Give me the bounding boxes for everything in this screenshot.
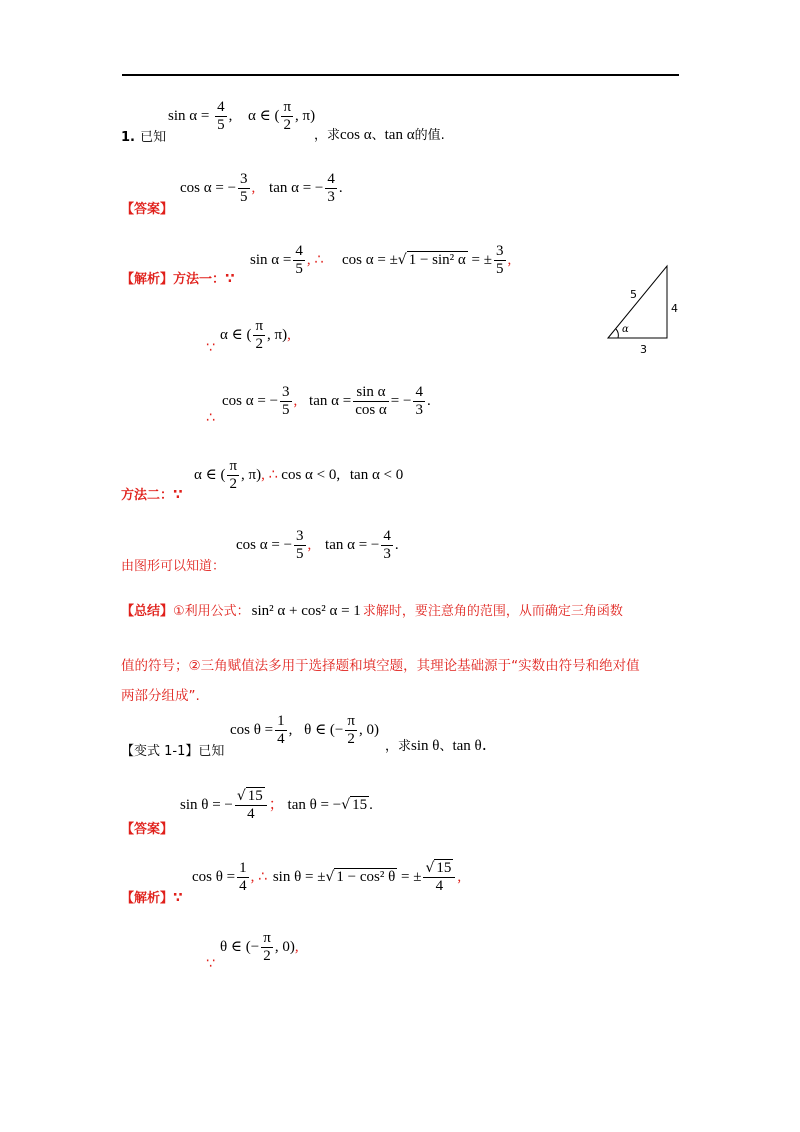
therefore-symbol: ∴ [268,466,278,483]
therefore-symbol: ∴ [314,251,324,268]
fraction: $\frac{\pi}{2}$ [263,930,271,964]
fraction: $\frac{4}{3}$ [327,171,335,205]
answer2-label: 【答案】 [121,822,174,837]
answer1-formula: cos α = − $\frac{3}{5}$ , tan α = − $\frac{4}{3}$ . [180,171,343,205]
therefore-symbol: ∴ [206,410,215,426]
summary-line-2: 值的符号；②三角赋值法多用于选择题和填空题，其理论基础源于“实数由符号和绝对值 [121,658,640,674]
fraction: $\frac{\pi}{2}$ [229,458,238,492]
fraction: $\frac{\pi}{2}$ [255,318,264,352]
fraction: $\frac{4}{3}$ [383,528,391,562]
fraction: $\frac{\text{sin α}}{\text{cos α}}$ [355,384,387,418]
fraction: $\frac{3}{5}$ [282,384,290,418]
fraction: $\frac{\pi}{2}$ [283,99,292,133]
method2-range: α ∈ ( $\frac{\pi}{2}$ , π), ∴ cos α < 0, tan α < 0 [194,458,404,492]
question-number: 1. [121,130,135,145]
answer2-formula: sin θ = − $\frac{√ 15}{4}$ ； tan θ = −√ 15 . [180,788,373,822]
analysis1-sin: sin α = $\frac{4}{5}$ , ∴ [250,243,324,277]
fraction: $\frac{1}{4}$ [277,713,285,747]
triangle-angle-label: α [622,324,629,335]
header-rule [122,74,679,76]
fraction: $\frac{3}{5}$ [296,528,304,562]
summary-line-1: 【总结】①利用公式： sin² α + cos² α = 1 求解时，要注意角的范围，从而确定三角函数 [121,603,623,619]
fraction: $\frac{√ 15}{4}$ [423,860,455,895]
because-symbol: ∵ [206,956,215,972]
variant-label: 【变式 1-1】已知 [121,744,225,759]
fraction: $\frac{4}{5}$ [217,99,225,133]
triangle-hyp-label: 5 [630,288,637,301]
fraction: $\frac{\pi}{2}$ [347,713,355,747]
summary-line-3: 两部分组成”. [121,688,200,704]
analysis2-range: θ ∈ (− $\frac{\pi}{2}$ , 0), [220,930,299,964]
analysis-label: 【解析】方法一：∵ [121,271,235,287]
q1-alpha-range: α ∈ ( $\frac{\pi}{2}$ , π) [248,99,316,133]
analysis1-cos-formula: cos α = ±√ 1 − sin² α = ± $\frac{3}{5}$ , [342,243,512,277]
fraction: $\frac{4}{3}$ [415,384,423,418]
right-triangle-figure [600,260,690,360]
analysis2-label: 【解析】∵ [121,890,183,906]
answer-label: 【答案】 [121,202,174,217]
question-prefix: 已知 [140,130,167,145]
method2-label: 方法二：∵ [121,487,183,503]
therefore-symbol: ∴ [258,868,268,885]
because-symbol: ∵ [173,890,183,906]
fraction: $\frac{3}{5}$ [496,243,504,277]
analysis1-range: α ∈ ( $\frac{\pi}{2}$ , π), [220,318,291,352]
figure-conclusion-prefix: 由图形可以知道： [121,559,226,574]
fraction: $\frac{3}{5}$ [240,171,248,205]
analysis1-result: cos α = − $\frac{3}{5}$ , tan α = $\frac{\text{sin α}}{\text{cos α}}$ = − $\frac{4}{3}$ . [222,384,431,418]
because-symbol: ∵ [173,487,183,503]
question-1-prefix [121,126,166,145]
triangle-opp-label: 4 [671,302,678,315]
method2-result: cos α = − $\frac{3}{5}$ , tan α = − $\frac{4}{3}$ . [236,528,399,562]
fraction: $\frac{4}{5}$ [295,243,303,277]
variant-given: cos θ = $\frac{1}{4}$ , θ ∈ (− $\frac{\pi}{2}$ , 0) [230,713,379,747]
fraction: $\frac{√ 15}{4}$ [235,788,267,823]
because-symbol: ∵ [225,271,235,287]
triangle-adj-label: 3 [640,343,647,356]
q1-ask: ，求cos α、tan α的值. [314,127,445,143]
q1-sin-given: sin α = $\frac{4}{5}$ , [168,99,233,133]
analysis2-cos: cos θ = $\frac{1}{4}$ , ∴ sin θ = ±√ 1 − cos² θ = ± $\frac{√ 15}{4}$ , [192,860,462,894]
variant-ask: ，求sin θ、tan θ. [385,735,487,754]
fraction: $\frac{1}{4}$ [239,860,247,894]
because-symbol: ∵ [206,340,215,356]
